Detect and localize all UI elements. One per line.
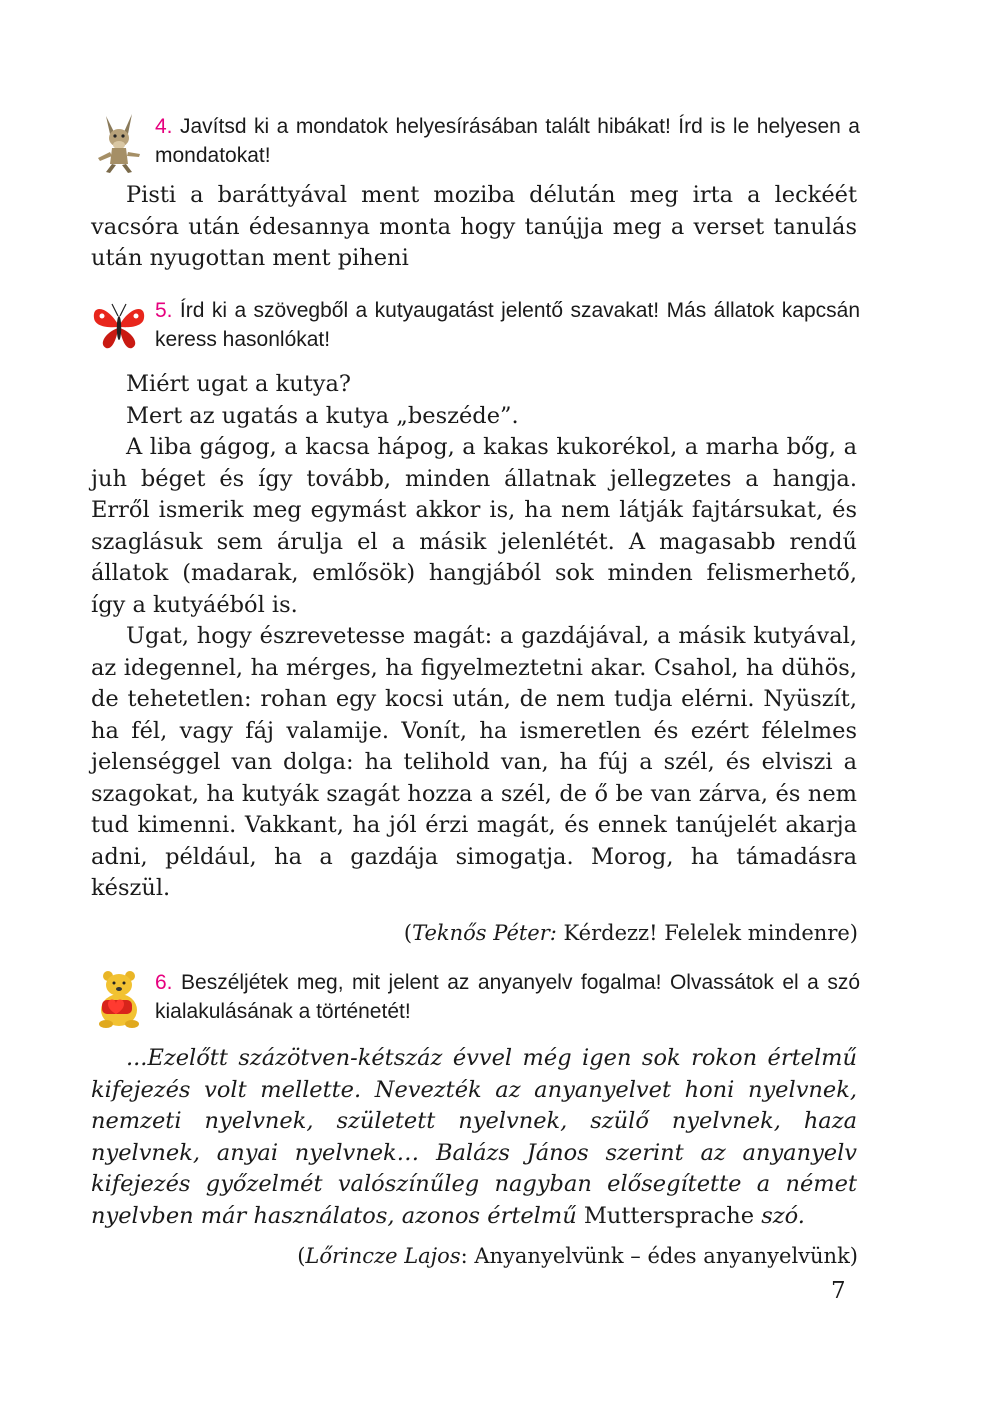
task-5-instruction: [155, 296, 860, 354]
quote-foreign-word: Muttersprache: [583, 1202, 755, 1229]
task-5-instruction-text: Írd ki a szövegből a kutyaugatást jelentő szavakat! Más állatok kapcsán keress hasonlókat!: [155, 299, 860, 351]
source-author: Teknős Péter:: [412, 921, 557, 945]
task-4: [88, 112, 860, 172]
bear-icon: [88, 968, 150, 1030]
task-6: [88, 968, 860, 1028]
butterfly-icon: [88, 296, 150, 358]
page-number: 7: [831, 1278, 846, 1304]
quote-text: ...Ezelőtt százötven-kétszáz évvel még igen sok rokon értelmű kifejezés volt mellette. Nevezték az anyanyelvet honi nyelvnek, nemzeti nyelvnek, született nyelvnek, szülő nyelvnek, haza nyelvnek, anyai nyelvnek… Balázs János szerint az anyanyelv kifejezés győzelmét valószínűleg nagyban elősegítette a német nyelvben már használatos, azonos értelmű: [91, 1045, 857, 1229]
source-title: : Anyanyelvünk – édes anyanyelvünk): [460, 1244, 858, 1268]
task-5-paragraph: A liba gágog, a kacsa hápog, a kakas kukorékol, a marha bőg, a juh béget és így tovább, minden állatnak jellegzetes a hangja. Erről ismerik meg egymást akkor is, ha nem látják fajtársukat, és szaglásuk sem árulja el a másik jelenlétét. A magasabb rendű állatok (madarak, emlősök) hangjából sok minden felismerhető, így a kutyáéból is.: [91, 434, 857, 618]
task-5-number: 5.: [155, 299, 173, 322]
task-6-source: [297, 1241, 858, 1271]
quote-end: szó.: [754, 1202, 805, 1229]
task-4-instruction-text: Javítsd ki a mondatok helyesírásában talált hibákat! Írd is le helyesen a mondatokat!: [155, 115, 860, 167]
donkey-icon: [88, 112, 150, 174]
source-paren: (: [297, 1244, 306, 1268]
task-5-paragraph: Miért ugat a kutya?: [126, 371, 351, 397]
source-author: Lőrincze Lajos: [305, 1244, 461, 1268]
source-paren: (: [403, 921, 413, 945]
task-6-instruction: [155, 968, 860, 1026]
task-5: [88, 296, 860, 356]
task-6-quote: [91, 1043, 857, 1232]
task-6-number: 6.: [155, 971, 173, 994]
task-5-source: [404, 918, 858, 948]
task-6-instruction-text: Beszéljétek meg, mit jelent az anyanyelv fogalma! Olvassátok el a szó kialakulásának a történetét!: [155, 971, 860, 1023]
task-4-body: [91, 180, 857, 275]
task-5-paragraph: Mert az ugatás a kutya „beszéde”.: [126, 402, 519, 429]
source-title: Kérdezz! Felelek mindenre): [556, 921, 858, 945]
task-4-instruction: [155, 112, 860, 170]
task-5-paragraph: Ugat, hogy észrevetesse magát: a gazdájával, a másik kutyával, az idegennel, ha mérges, ha figyelmeztetni akar. Csahol, ha dühös, de tehetetlen: rohan egy kocsi után, de nem tudja elérni. Nyüszít, ha fél, vagy fáj valamije. Vonít, ha ismeretlen és ezért félelmes jelenséggel van dolga: ha telihold van, ha fúj a szél, és elviszi a szagokat, ha kutyák szagát hozza a szél, de ő be van zárva, és nem tud kimenni. Vakkant, ha jól érzi magát, és ennek tanújelét akarja adni, például, ha a gazdája simogatja. Morog, ha támadásra készül.: [91, 623, 857, 901]
task-5-body: [91, 369, 857, 905]
task-4-sentence: Pisti a baráttyával ment moziba délután meg irta a leckéét vacsóra után édesannya monta hogy tanújja meg a verset tanulás után nyugottan ment piheni: [91, 182, 857, 271]
task-4-number: 4.: [155, 115, 173, 138]
